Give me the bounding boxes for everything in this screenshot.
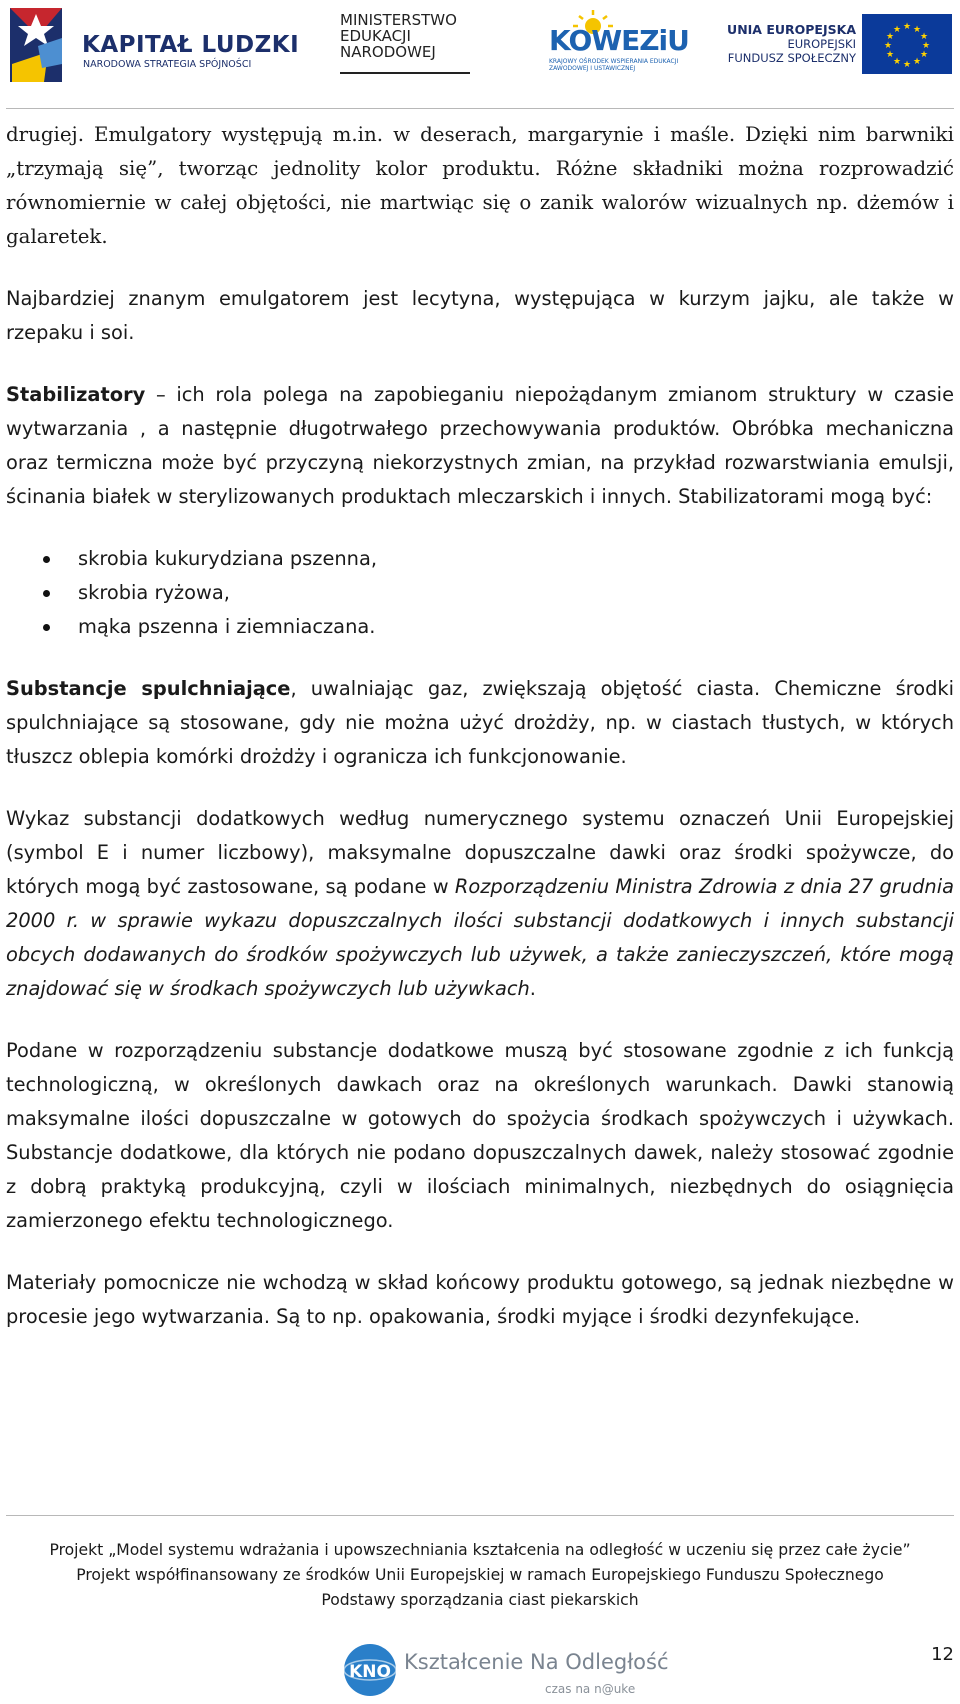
- svg-text:★: ★: [883, 41, 893, 51]
- kapital-ludzki-logo: [8, 6, 300, 86]
- list-item: skrobia kukurydziana pszenna,: [6, 542, 954, 576]
- footer-document-title: Podstawy sporządzania ciast piekarskich: [321, 1591, 639, 1609]
- kno-name: Kształcenie Na Odległość: [404, 1650, 669, 1674]
- svg-text:★: ★: [892, 25, 902, 35]
- paragraph-lecytyna: Najbardziej znanym emulgatorem jest lecytyna, występująca w kurzym jajku, ale także w rzepaku i soi.: [6, 287, 954, 344]
- paragraph-spulchniajace: [6, 672, 954, 774]
- bullet-icon: [43, 590, 50, 597]
- page-header: [0, 0, 960, 105]
- svg-text:★: ★: [885, 50, 895, 60]
- ministerstwo-logo: [340, 12, 480, 76]
- kno-tagline: czas na n@uke: [545, 1682, 636, 1696]
- paragraph-stabilizatory: [6, 378, 954, 514]
- kno-globe-icon: [342, 1642, 398, 1698]
- footer-cofinancing: Projekt współfinansowany ze środków Unii Europejskiej w ramach Europejskiego Funduszu Społecznego: [76, 1566, 884, 1584]
- document-body: [6, 118, 954, 1334]
- regulation-citation: Rozporządzeniu Ministra Zdrowia z dnia 27 grudnia 2000 r. w sprawie wykazu dopuszczalnych ilości substancji dodatkowych i innych substancji obcych dodawanych do środków spożywczych lub używek, a także zanieczyszczeń, które mogą znajdować się w środkach spożywczych lub używkach: [6, 875, 954, 1000]
- kowezu-subtitle: KRAJOWY OŚRODEK WSPIERANIA EDUKACJI ZAWODOWEJ I USTAWICZNEJ: [549, 58, 679, 72]
- list-item: skrobia ryżowa,: [6, 576, 954, 610]
- kapital-ludzki-subtitle: NARODOWA STRATEGIA SPÓJNOŚCI: [83, 59, 252, 70]
- svg-text:★: ★: [919, 32, 929, 42]
- svg-text:★: ★: [892, 57, 902, 67]
- svg-text:★: ★: [902, 22, 912, 32]
- svg-text:★: ★: [919, 50, 929, 60]
- eu-flag-icon: [862, 14, 952, 74]
- header-divider: [6, 108, 954, 109]
- ue-line2: EUROPEJSKI: [787, 37, 856, 51]
- kowezu-name: KOWEZiU: [549, 24, 689, 57]
- paragraph-rozporzadzenie: Podane w rozporządzeniu substancje dodatkowe muszą być stosowane zgodnie z ich funkcją technologiczną, w określonych dawkach oraz na określonych warunkach. Dawki stanowią maksymalne ilości dopuszczalne w gotowych do spożycia środkach spożywczych i używkach. Substancje dodatkowe, dla których nie podano dopuszczalnych dawek, należy stosować zgodnie z dobrą praktyką produkcyjną, czyli w ilościach minimalnych, niezbędnych do osiągnięcia zamierzonego efektu technologicznego.: [6, 1039, 954, 1232]
- term-substancje-spulchniajace: Substancje spulchniające: [6, 677, 291, 700]
- ue-line3: FUNDUSZ SPOŁECZNY: [727, 51, 856, 65]
- paragraph-spulchniajace-text: , uwalniając gaz, zwiększają objętość ciasta. Chemiczne środki spulchniające są stosowane, gdy nie można użyć drożdży, np. w ciastach tłustych, w których tłuszcz oblepia komórki drożdży i ogranicza ich funkcjonowanie.: [6, 677, 955, 768]
- footer-divider: [6, 1515, 954, 1516]
- page-number: 12: [931, 1644, 954, 1665]
- bullet-icon: [43, 624, 50, 631]
- term-stabilizatory: Stabilizatory: [6, 383, 146, 406]
- stabilizatory-list: [6, 542, 954, 644]
- paragraph-materialy-pomocnicze: Materiały pomocnicze nie wchodzą w skład końcowy produktu gotowego, są jednak niezbędne w procesie jego wytwarzania. Są to np. opakowania, środki myjące i środki dezynfekujące.: [6, 1271, 954, 1328]
- svg-text:★: ★: [921, 41, 931, 51]
- kno-mark: KNO: [349, 1662, 391, 1682]
- page-footer: [0, 1538, 960, 1613]
- list-item: mąka pszenna i ziemniaczana.: [6, 610, 954, 644]
- ue-line1: UNIA EUROPEJSKA: [727, 22, 856, 37]
- ministerstwo-underline: [340, 72, 470, 74]
- svg-text:★: ★: [912, 25, 922, 35]
- paragraph-emulgatory: drugiej. Emulgatory występują m.in. w deserach, margarynie i maśle. Dzięki nim barwniki „trzymają się”, tworząc jednolity kolor produktu. Różne składniki można rozprowadzić równomiernie w całej objętości, nie martwiąc się o zanik walorów wizualnych np. dżemów i galaretek.: [6, 123, 954, 248]
- kowezu-logo: [543, 10, 689, 80]
- kapital-ludzki-name: KAPITAŁ LUDZKI: [82, 32, 300, 58]
- paragraph-stabilizatory-text: – ich rola polega na zapobieganiu niepożądanym zmianom struktury w czasie wytwarzania , a następnie długotrwałego przechowywania produktów. Obróbka mechaniczna oraz termiczna może być przyczyną niekorzystnych zmian, na przykład rozwarstwiania emulsji, ścinania białek w sterylizowanych produktach mleczarskich i innych. Stabilizatorami mogą być:: [6, 383, 954, 508]
- kapital-ludzki-emblem-icon: [8, 6, 76, 86]
- unia-europejska-logo: [727, 14, 952, 78]
- ministerstwo-name: MINISTERSTWO EDUKACJI NARODOWEJ: [340, 11, 457, 61]
- footer-project-name: Projekt „Model systemu wdrażania i upowszechniania kształcenia na odległość w uczeniu się przez całe życie”: [49, 1541, 911, 1559]
- ksztalcenie-na-odleglosc-logo: [340, 1640, 669, 1704]
- bullet-icon: [43, 556, 50, 563]
- svg-text:★: ★: [885, 32, 895, 42]
- paragraph-wykaz: Wykaz substancji dodatkowych według numerycznego systemu oznaczeń Unii Europejskiej (symbol E i numer liczbowy), maksymalne dopuszczalne dawki oraz środki spożywcze, do których mogą być zastosowane, są podane w Rozporządzeniu Ministra Zdrowia z dnia 27 grudnia 2000 r. w sprawie wykazu dopuszczalnych ilości substancji dodatkowych i innych substancji obcych dodawanych do środków spożywczych lub używek, a także zanieczyszczeń, które mogą znajdować się w środkach spożywczych lub używkach.: [6, 807, 954, 1000]
- svg-text:★: ★: [912, 57, 922, 67]
- svg-text:★: ★: [902, 60, 912, 70]
